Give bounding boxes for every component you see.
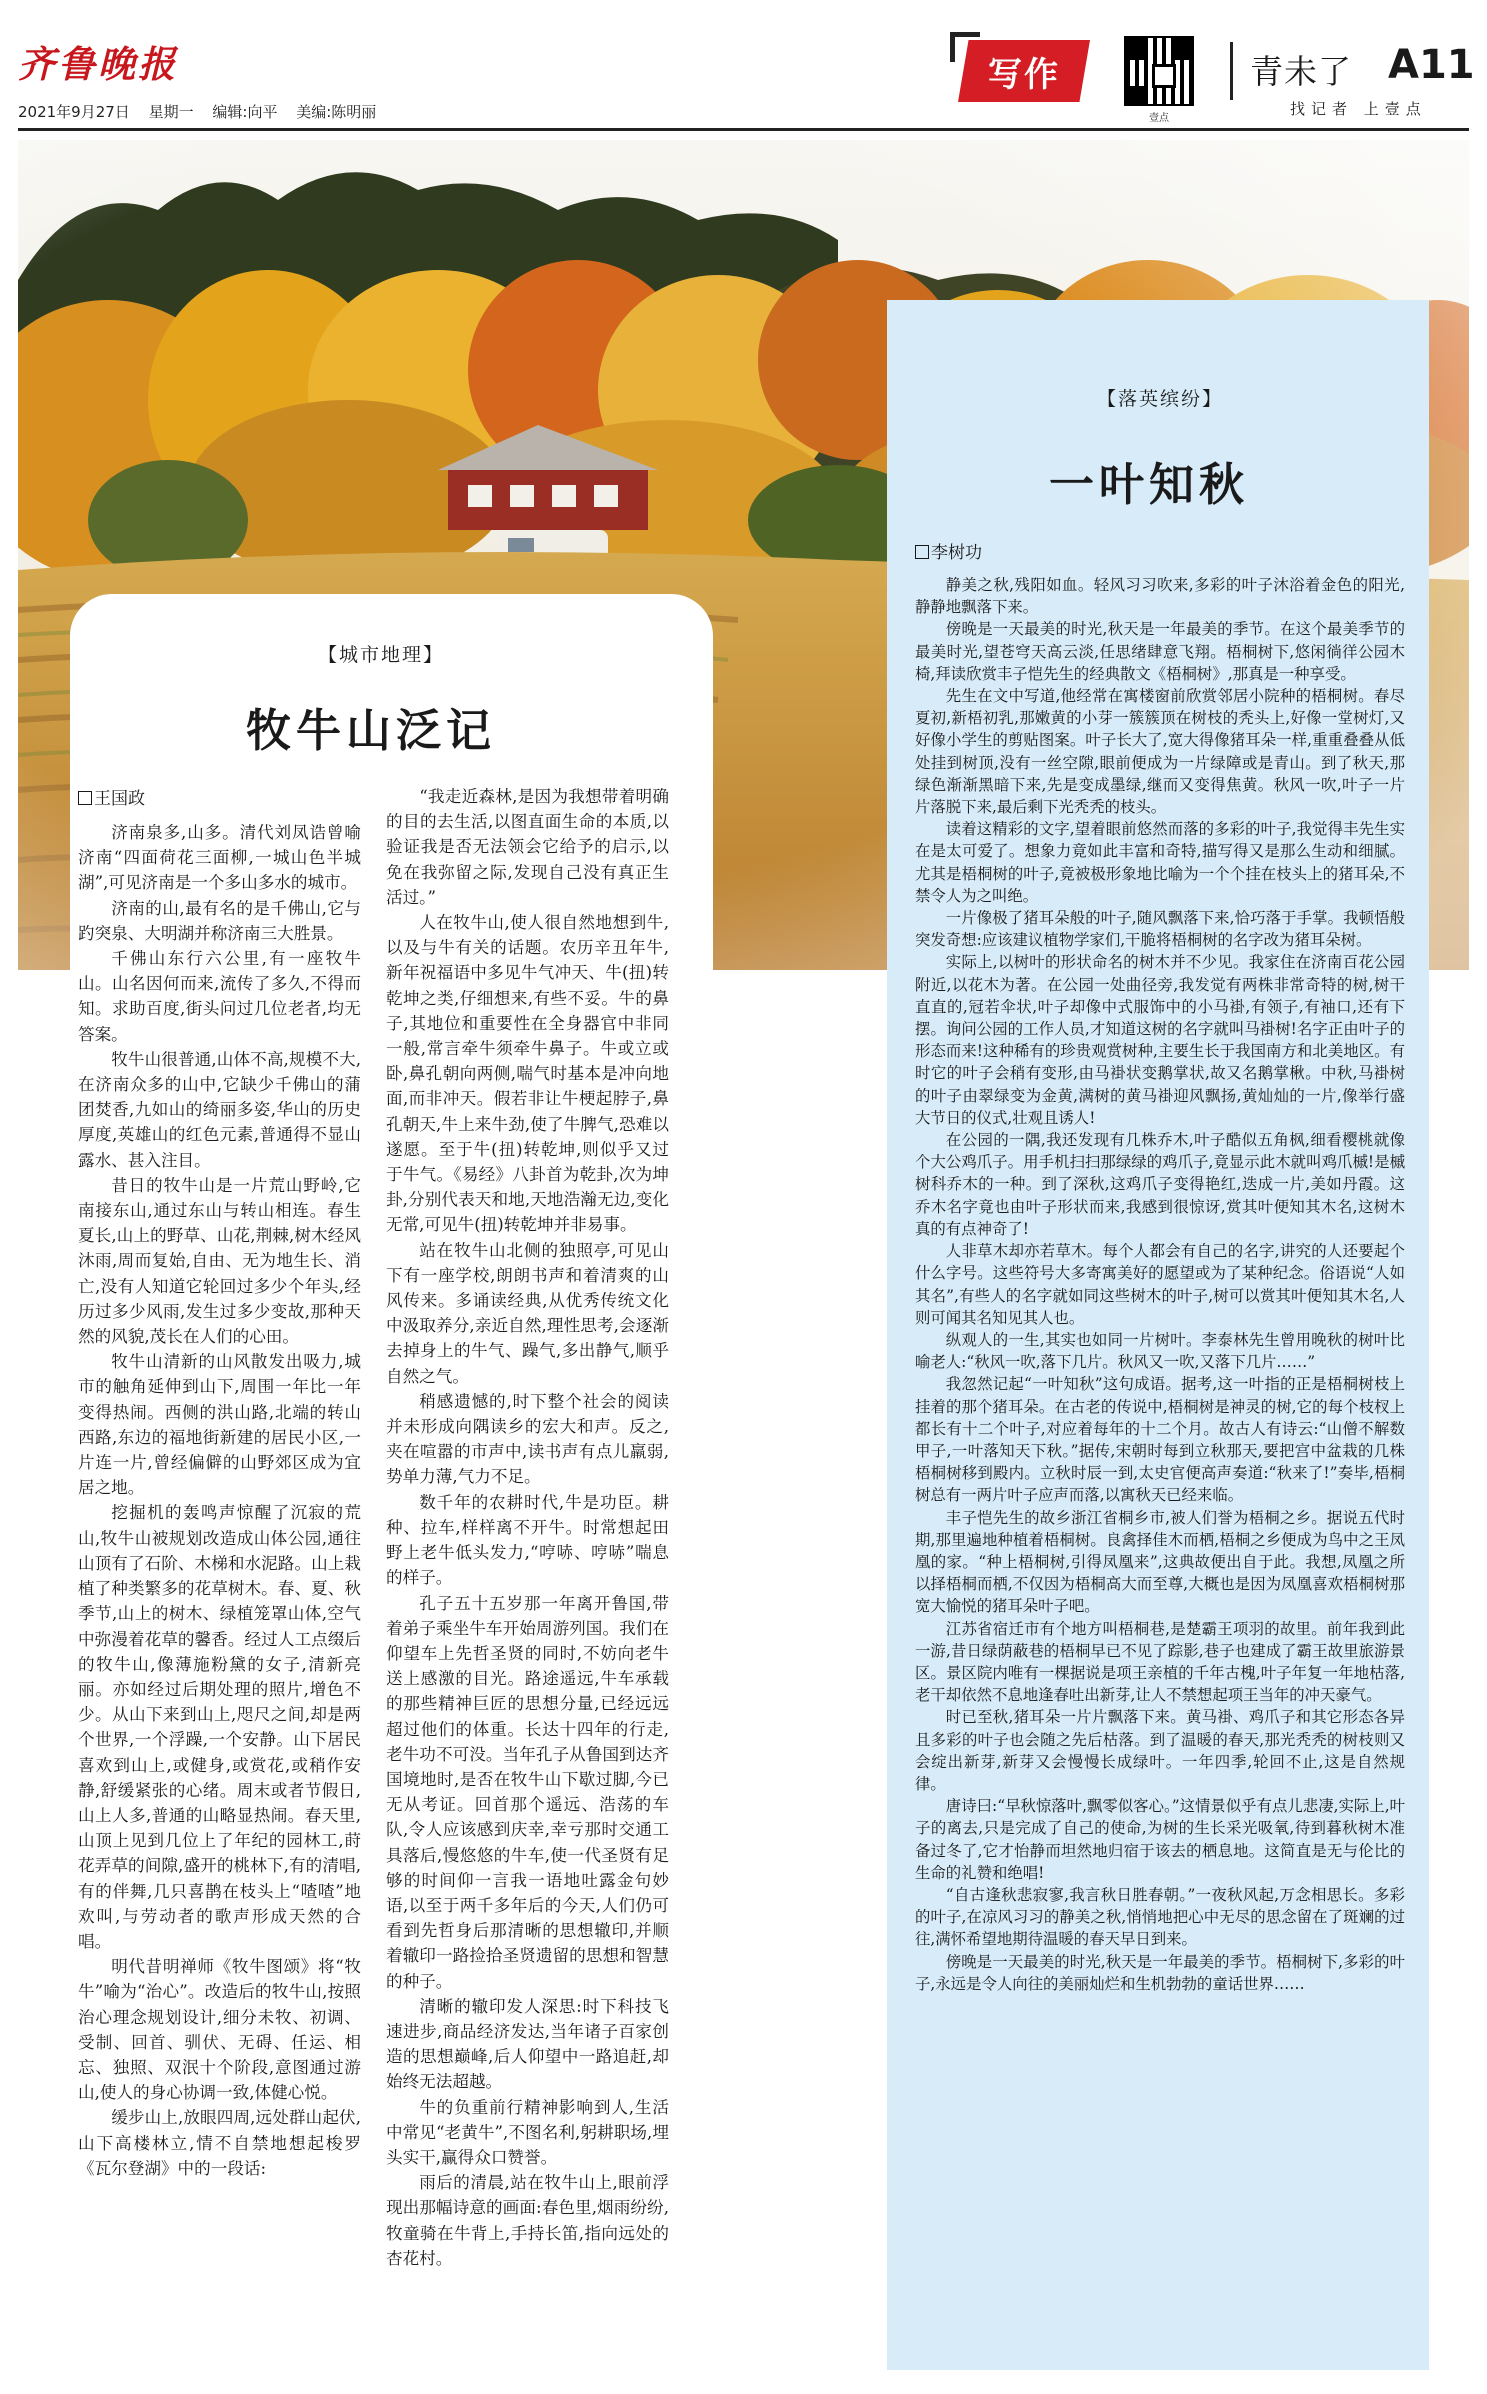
issue-weekday: 星期一 bbox=[148, 103, 194, 121]
paragraph: 时已至秋,猪耳朵一片片飘落下来。黄马褂、鸡爪子和其它形态各异且多彩的叶子也会随之先后枯落。到了温暖的春天,那光秃秃的树枝则又会绽出新芽,新芽又会慢慢长成绿叶。一年四季,轮回不止,这是自然规律。 bbox=[915, 1708, 1405, 1793]
designer-credit: 美编:陈明丽 bbox=[296, 103, 377, 121]
column-tag: 【落英缤纷】 bbox=[1097, 388, 1224, 410]
paragraph: 挖掘机的轰鸣声惊醒了沉寂的荒山,牧牛山被规划改造成山体公园,通往山顶有了石阶、木梯和水泥路。山上栽植了种类繁多的花草树木。春、夏、秋季节,山上的树木、绿植笼罩山体,空气中弥漫着花草的馨香。经过人工点缀后的牧牛山,像薄施粉黛的女子,清新亮丽。亦如经过后期处理的照片,增色不少。从山下来到山上,咫尺之间,却是两个世界,一个浮躁,一个安静。山下居民喜欢到山上,或健身,或赏花,或稍作安静,舒缓紧张的心绪。周末或者节假日,山上人多,普通的山略显热闹。春天里,山顶上见到几位上了年纪的园林工,莳花弄草的间隙,盛开的桃林下,有的清唱,有的伴舞,几只喜鹊在枝头上“喳喳”地欢叫,与劳动者的歌声形成天然的合唱。 bbox=[78, 1503, 361, 1951]
paragraph: “自古逢秋悲寂寥,我言秋日胜春朝。”一夜秋风起,万念相思长。多彩的叶子,在凉风习习的静美之秋,悄悄地把心中无尽的思念留在了斑斓的过往,满怀希望地期待温暖的春天早日到来。 bbox=[915, 1885, 1405, 1949]
newspaper-name[interactable]: 齐鲁晚报 bbox=[18, 42, 178, 86]
paragraph: 济南的山,最有名的是千佛山,它与趵突泉、大明湖并称济南三大胜景。 bbox=[78, 898, 361, 943]
paragraph: 纵观人的一生,其实也如同一片树叶。李泰林先生曾用晚秋的树叶比喻老人:“秋风一吹,落下几片。秋风又一吹,又落下几片……” bbox=[915, 1330, 1405, 1372]
article-title[interactable]: 一叶知秋 bbox=[1049, 458, 1250, 511]
qr-code-icon bbox=[1124, 36, 1194, 106]
paragraph: 一片像极了猪耳朵般的叶子,随风飘落下来,恰巧落于手掌。我顿悟般突发奇想:应该建议植物学家们,干脆将梧桐树的名字改为猪耳朵树。 bbox=[915, 909, 1405, 950]
paragraph: 雨后的清晨,站在牧牛山上,眼前浮现出那幅诗意的画面:春色里,烟雨纷纷,牧童骑在牛背上,手持长笛,指向远处的杏花村。 bbox=[386, 2173, 669, 2268]
paragraph: 孔子五十五岁那一年离开鲁国,带着弟子乘坐牛车开始周游列国。我们在仰望车上先哲圣贤的同时,不妨向老牛送上感激的目光。路途遥远,牛车承载的那些精神巨匠的思想分量,已经远远超过他们的体重。长达十四年的行走,老牛功不可没。当年孔子从鲁国到达齐国境地时,是否在牧牛山下歇过脚,今已无从考证。回首那个遥远、浩荡的车队,令人应该感到庆幸,幸亏那时交通工具落后,慢悠悠的牛车,使一代圣贤有足够的时间仰一言我一语地吐露金句妙语,以至于两千多年后的今天,人们仍可看到先哲身后那清晰的思想辙印,并顺着辙印一路捡拾圣贤遗留的思想和智慧的种子。 bbox=[386, 1593, 669, 1991]
author-byline: 李树功 bbox=[915, 538, 982, 563]
paragraph: 牛的负重前行精神影响到人,生活中常见“老黄牛”,不图名利,躬耕职场,埋头实干,赢得众口赞誉。 bbox=[386, 2097, 669, 2167]
paragraph: 我忽然记起“一叶知秋”这句成语。据考,这一叶指的正是梧桐树枝上挂着的那个猪耳朵。在古老的传说中,梧桐树是神灵的树,它的每个枝杈上都长有十二个叶子,对应着每年的十二个月。故古人有诗云:“山僧不解数甲子,一叶落知天下秋。”据传,宋朝时每到立秋那天,要把宫中盆栽的几株梧桐树移到殿内。立秋时辰一到,太史官便高声奏道:“秋来了!”奏毕,梧桐树总有一两片叶子应声而落,以寓秋天已经来临。 bbox=[915, 1375, 1405, 1505]
page-number: A11 bbox=[1388, 42, 1475, 88]
page-title: 青未了 bbox=[1250, 52, 1352, 91]
qr-code[interactable] bbox=[1124, 36, 1194, 122]
section-tag-label: 写作 bbox=[988, 54, 1060, 95]
paragraph: 数千年的农耕时代,牛是功臣。耕种、拉车,样样离不开牛。时常想起田野上老牛低头发力,“哼哧、哼哧”喘息的样子。 bbox=[386, 1492, 669, 1588]
paragraph: 傍晚是一天最美的时光,秋天是一年最美的季节。梧桐树下,多彩的叶子,永远是令人向往的美丽灿烂和生机勃勃的童话世界…… bbox=[915, 1952, 1405, 1993]
paragraph: 千佛山东行六公里,有一座牧牛山。山名因何而来,流传了多久,不得而知。求助百度,街头问过几位老者,均无答案。 bbox=[78, 949, 361, 1044]
masthead-divider bbox=[1230, 42, 1233, 100]
paragraph: 缓步山上,放眼四周,远处群山起伏,山下高楼林立,情不自禁地想起梭罗《瓦尔登湖》中的一段话: bbox=[78, 2108, 361, 2178]
qr-code-label: 壹点 bbox=[1149, 113, 1169, 124]
paragraph: 在公园的一隅,我还发现有几株乔木,叶子酷似五角枫,细看樱桃就像个大公鸡爪子。用手机扫扫那绿绿的鸡爪子,竟显示此木就叫鸡爪槭!是槭树科乔木的一种。到了深秋,这鸡爪子变得艳红,迭成一片,美如丹霞。这乔木名字竟也由叶子形状而来,我感到很惊讶,赏其叶便知其木名,这树木真的有点神奇了! bbox=[915, 1131, 1405, 1238]
paragraph: 人在牧牛山,使人很自然地想到牛,以及与牛有关的话题。农历辛丑年牛,新年祝福语中多见牛气冲天、牛(扭)转乾坤之类,仔细想来,有些不妥。牛的鼻子,其地位和重要性在全身器官中非同一般,常言牵牛须牵牛鼻子。牛或立或卧,鼻孔朝向两侧,喘气时基本是冲向地面,而非冲天。假若非让牛梗起脖子,鼻孔朝天,牛上来牛劲,使了牛脾气,恐难以遂愿。至于牛(扭)转乾坤,则似乎又过于牛气。《易经》八卦首为乾卦,次为坤卦,分别代表天和地,天地浩瀚无边,变化无常,可见牛(扭)转乾坤并非易事。 bbox=[386, 913, 669, 1235]
paragraph: 清晰的辙印发人深思:时下科技飞速进步,商品经济发达,当年诸子百家创造的思想巅峰,后人仰望中一路追赶,却始终无法超越。 bbox=[386, 1996, 669, 2092]
text-column bbox=[915, 574, 1405, 1995]
paragraph: 站在牧牛山北侧的独照亭,可见山下有一座学校,朗朗书声和着清爽的山风传来。多诵读经典,从优秀传统文化中汲取养分,亲近自然,理性思考,会逐渐去掉身上的牛气、躁气,多出静气,顺乎自然之气。 bbox=[386, 1240, 669, 1386]
section-tag[interactable] bbox=[958, 40, 1090, 102]
paragraph: 静美之秋,残阳如血。轻风习习吹来,多彩的叶子沐浴着金色的阳光,静静地飘落下来。 bbox=[915, 576, 1405, 617]
paragraph: 济南泉多,山多。清代刘凤诰曾喻济南“四面荷花三面柳,一城山色半城湖”,可见济南是一个多山多水的城市。 bbox=[78, 823, 361, 893]
paragraph: 丰子恺先生的故乡浙江省桐乡市,被人们誉为梧桐之乡。据说五代时期,那里遍地种植着梧桐树。良禽择佳木而栖,梧桐之乡便成为鸟中之王凤凰的家。“种上梧桐树,引得凤凰来”,这典故便出自于此。我想,凤凰之所以择梧桐而栖,不仅因为梧桐高大而至尊,大概也是因为凤凰喜欢梧桐树那宽大愉悦的猪耳朵叶子吧。 bbox=[915, 1508, 1405, 1616]
paragraph: 唐诗曰:“早秋惊落叶,飘零似客心。”这情景似乎有点儿悲凄,实际上,叶子的离去,只是完成了自己的使命,为树的生长采光吸氧,待到暮秋树木准备过冬了,它才怡静而坦然地归宿于该去的栖息地。这简直是无与伦比的生命的礼赞和绝唱! bbox=[915, 1797, 1405, 1882]
editor-credit: 编辑:向平 bbox=[212, 103, 278, 121]
text-column-1 bbox=[78, 820, 361, 2181]
paragraph: 读着这精彩的文字,望着眼前悠然而落的多彩的叶子,我觉得丰先生实在是太可爱了。想象力竟如此丰富和奇特,描写得又是那么生动和细腻。尤其是梧桐树的叶子,竟被极形象地比喻为一个个挂在枝头上的猪耳朵,不禁令人为之叫绝。 bbox=[915, 820, 1405, 905]
paragraph: 昔日的牧牛山是一片荒山野岭,它南接东山,通过东山与转山相连。春生夏长,山上的野草、山花,荆棘,树木经风沐雨,周而复始,自由、无为地生长、消亡,没有人知道它轮回过多少个年头,经历过多少风雨,发生过多少变故,那种天然的风貌,茂长在人们的心田。 bbox=[78, 1175, 361, 1347]
paragraph: 江苏省宿迁市有个地方叫梧桐巷,是楚霸王项羽的故里。前年我到此一游,昔日绿荫蔽巷的梧桐早已不见了踪影,巷子也建成了霸王故里旅游景区。景区院内唯有一棵据说是项王亲植的千年古槐,叶子年复一年地枯落,老干却依然不息地逢春吐出新芽,让人不禁想起项王当年的冲天豪气。 bbox=[915, 1619, 1405, 1705]
masthead bbox=[0, 0, 1487, 135]
article-mu-niu-shan bbox=[70, 594, 713, 2354]
author-byline: 王国政 bbox=[78, 784, 145, 809]
masthead-slogan: 找记者 上壹点 bbox=[1290, 100, 1427, 118]
issue-date: 2021年9月27日 bbox=[18, 103, 130, 121]
paragraph: 稍感遗憾的,时下整个社会的阅读并未形成向隅读乡的宏大和声。反之,夹在喧嚣的市声中,读书声有点儿羸弱,势单力薄,气力不足。 bbox=[386, 1391, 669, 1487]
paragraph: 明代昔明禅师《牧牛图颂》将“牧牛”喻为“治心”。改造后的牧牛山,按照治心理念规划设计,细分未牧、初调、受制、回首、驯伏、无碍、任运、相忘、独照、双泯十个阶段,意图通过游山,使人的身心协调一致,体健心悦。 bbox=[78, 1957, 361, 2103]
column-tag: 【城市地理】 bbox=[318, 644, 445, 666]
paragraph: 牧牛山清新的山风散发出吸力,城市的触角延伸到山下,周围一年比一年变得热闹。西侧的洪山路,北端的转山西路,东边的福地街新建的居民小区,一片连一片,曾经偏僻的山野郊区成为宜居之地。 bbox=[78, 1352, 361, 1498]
paragraph: 傍晚是一天最美的时光,秋天是一年最美的季节。在这个最美季节的最美时光,望苍穹天高云淡,任思绪肆意飞翔。梧桐树下,悠闲徜徉公园木椅,拜读欣赏丰子恺先生的经典散文《梧桐树》,那真是一种享受。 bbox=[915, 620, 1405, 683]
paragraph: 人非草木却亦若草木。每个人都会有自己的名字,讲究的人还要起个什么字号。这些符号大多寄寓美好的愿望或为了某种纪念。俗语说“人如其名”,有些人的名字就如同这些树木的叶子,树可以赏其叶便知其木名,人则可闻其名知见其人也。 bbox=[915, 1242, 1405, 1327]
paragraph: “我走近森林,是因为我想带着明确的目的去生活,以图直面生命的本质,以验证我是否无法领会它给予的启示,以免在我弥留之际,发现自己没有真正生活过。” bbox=[386, 787, 669, 907]
issue-meta bbox=[18, 101, 390, 122]
paragraph: 牧牛山很普通,山体不高,规模不大,在济南众多的山中,它缺少千佛山的蒲团焚香,九如山的绮丽多姿,华山的历史厚度,英雄山的红色元素,普通得不显山露水、甚入注目。 bbox=[78, 1049, 361, 1170]
article-yi-ye-zhi-qiu bbox=[887, 300, 1429, 2370]
masthead-rule bbox=[18, 128, 1469, 131]
text-column-2 bbox=[386, 784, 669, 2271]
paragraph: 实际上,以树叶的形状命名的树木并不少见。我家住在济南百花公园附近,以花木为著。在公园一处曲径旁,我发觉有两株非常奇特的树,树干直直的,冠若伞状,叶子却像中式服饰中的小马褂,有领子,有袖口,还有下摆。询问公园的工作人员,才知道这树的名字就叫马褂树!名字正由叶子的形态而来!这种稀有的珍贵观赏树种,主要生长于我国南方和北美地区。有时它的叶子会稍有变形,由马褂状变鹅掌状,故又名鹅掌楸。中秋,马褂树的叶子由翠绿变为金黄,满树的黄马褂迎风飘扬,黄灿灿的一片,像举行盛大节日的仪式,壮观且诱人! bbox=[915, 953, 1405, 1127]
paragraph: 先生在文中写道,他经常在寓楼窗前欣赏邻居小院种的梧桐树。春尽夏初,新梧初乳,那嫩黄的小芽一簇簇顶在树枝的秃头上,好像一堂树灯,又好像小学生的剪贴图案。叶子长大了,宽大得像猪耳朵一样,重重叠叠从低处挂到树顶,没有一丝空隙,眼前便成为一片绿障或是青山。到了秋天,那绿色渐渐黑暗下来,先是变成墨绿,继而又变得焦黄。秋风一吹,叶子一片片落脱下来,最后剩下光秃秃的枝头。 bbox=[915, 687, 1405, 817]
article-title[interactable]: 牧牛山泛记 bbox=[246, 704, 497, 757]
